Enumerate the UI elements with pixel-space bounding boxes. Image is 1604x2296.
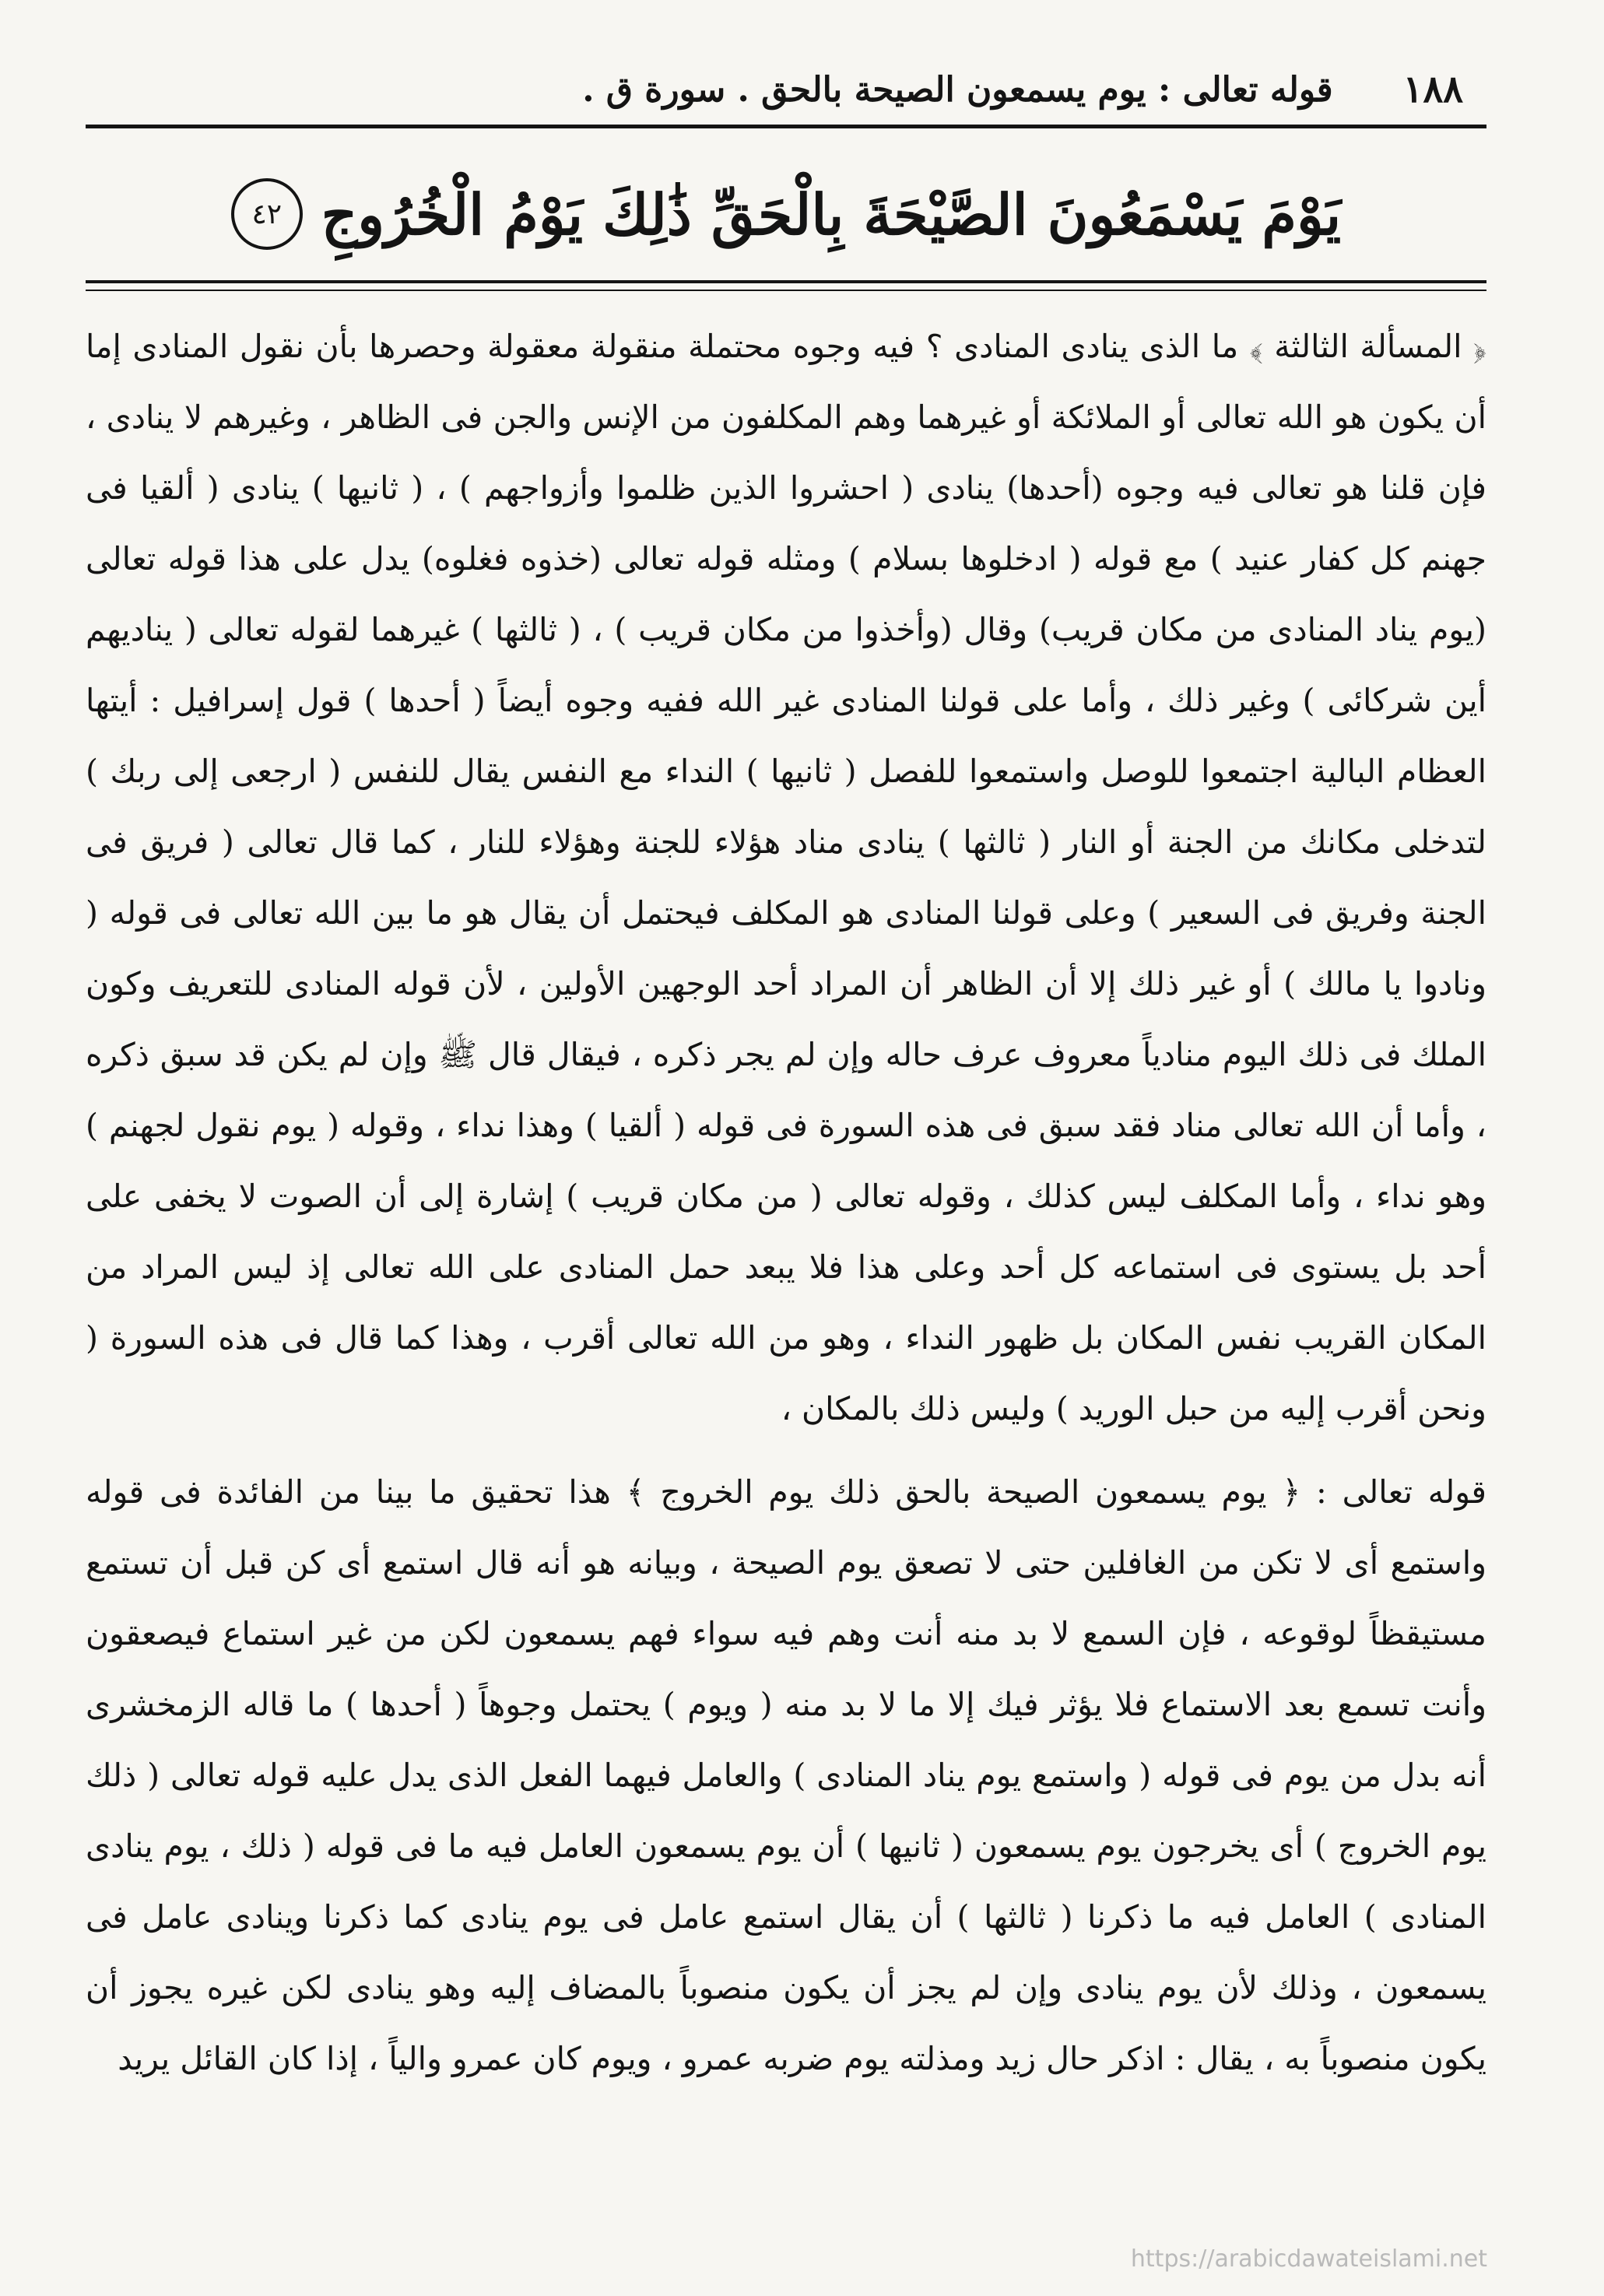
watermark-url: https://arabicdawateislami.net xyxy=(1130,2245,1487,2273)
book-page xyxy=(86,47,1486,2257)
commentary-body xyxy=(86,311,1486,2094)
verse-rule-thin xyxy=(86,290,1486,291)
running-title: قوله تعالى : يوم يسمعون الصيحة بالحق . سورة ق . xyxy=(582,69,1333,110)
paragraph-verse-commentary: قوله تعالى : ﴿ يوم يسمعون الصيحة بالحق ذلك يوم الخروج ﴾ هذا تحقيق ما بينا من الفائدة فى قوله واستمع أى لا تكن من الغافلين حتى لا تصعق يوم الصيحة ، وبيانه هو أنه قال استمع أى كن قبل أن تستمع مستيقظاً لوقوعه ، فإن السمع لا بد منه أنت وهم فيه سواء فهم يسمعون لكن من غير استماع فيصعقون وأنت تسمع بعد الاستماع فلا يؤثر فيك إلا ما لا بد منه ( ويوم ) يحتمل وجوهاً ( أحدها ) ما قاله الزمخشرى أنه بدل من يوم فى قوله ( واستمع يوم يناد المنادى ) والعامل فيهما الفعل الذى يدل عليه قوله تعالى ( ذلك يوم الخروج ) أى يخرجون يوم يسمعون ( ثانيها ) أن يوم يسمعون العامل فيه ما فى قوله ( ذلك ، يوم ينادى المنادى ) العامل فيه ما ذكرنا ( ثالثها ) أن يقال استمع عامل فى يوم ينادى كما ذكرنا وينادى عامل فى يسمعون ، وذلك لأن يوم ينادى وإن لم يجز أن يكون منصوباً بالمضاف إليه وهو ينادى لكن غيره يجوز أن يكون منصوباً به ، يقال : اذكر حال زيد ومذلته يوم ضربه عمرو ، ويوم كان عمرو والياً ، إذا كان القائل يريد xyxy=(86,1473,1486,2077)
verse-rule-thick xyxy=(86,280,1486,283)
paragraph-third-issue: ﴿ المسألة الثالثة ﴾ ما الذى ينادى المنادى ؟ فيه وجوه محتملة منقولة معقولة وحصرها بأن نقول المنادى إما أن يكون هو الله تعالى أو الملائكة أو غيرهما وهم المكلفون من الإنس والجن فى الظاهر ، وغيرهم لا ينادى ، فإن قلنا هو تعالى فيه وجوه (أحدها) ينادى ( احشروا الذين ظلموا وأزواجهم ) ، ( ثانيها ) ينادى ( ألقيا فى جهنم كل كفار عنيد ) مع قوله ( ادخلوها بسلام ) ومثله قوله تعالى (خذوه فغلوه) يدل على هذا قوله تعالى (يوم يناد المنادى من مكان قريب) وقال (وأخذوا من مكان قريب ) ، ( ثالثها ) غيرهما لقوله تعالى ( يناديهم أين شركائى ) وغير ذلك ، وأما على قولنا المنادى غير الله ففيه وجوه أيضاً ( أحدها ) قول إسرافيل : أيتها العظام البالية اجتمعوا للوصل واستمعوا للفصل ( ثانيها ) النداء مع النفس يقال للنفس ( ارجعى إلى ربك ) لتدخلى مكانك من الجنة أو النار ( ثالثها ) ينادى مناد هؤلاء للجنة وهؤلاء للنار ، كما قال تعالى ( فريق فى الجنة وفريق فى السعير ) وعلى قولنا المنادى هو المكلف فيحتمل أن يقال هو ما بين الله تعالى فى قوله ( ونادوا يا مالك ) أو غير ذلك إلا أن الظاهر أن المراد أحد الوجهين الأولين ، لأن قوله المنادى للتعريف وكون الملك فى ذلك اليوم منادياً معروف عرف حاله وإن لم يجر ذكره ، فيقال قال ﷺ وإن لم يكن قد سبق ذكره ، وأما أن الله تعالى مناد فقد سبق فى هذه السورة فى قوله ( ألقيا ) وهذا نداء ، وقوله ( يوم نقول لجهنم ) وهو نداء ، وأما المكلف ليس كذلك ، وقوله تعالى ( من مكان قريب ) إشارة إلى أن الصوت لا يخفى على أحد بل يستوى فى استماعه كل أحد وعلى هذا فلا يبعد حمل المنادى على الله تعالى إذ ليس المراد من المكان القريب نفس المكان بل ظهور النداء ، وهو من الله تعالى أقرب ، وهذا كما قال فى هذه السورة ( ونحن أقرب إليه من حبل الوريد ) وليس ذلك بالمكان ، xyxy=(86,328,1486,1427)
verse-text: يَوْمَ يَسْمَعُونَ الصَّيْحَةَ بِالْحَقِّ ذَٰلِكَ يَوْمُ الْخُرُوجِ xyxy=(321,181,1342,248)
page-number: ١٨٨ xyxy=(1402,68,1463,111)
verse-number-marker: ٤٢ xyxy=(231,178,303,250)
header-rule xyxy=(86,125,1486,128)
quran-verse xyxy=(86,171,1486,257)
page-header xyxy=(86,62,1486,117)
